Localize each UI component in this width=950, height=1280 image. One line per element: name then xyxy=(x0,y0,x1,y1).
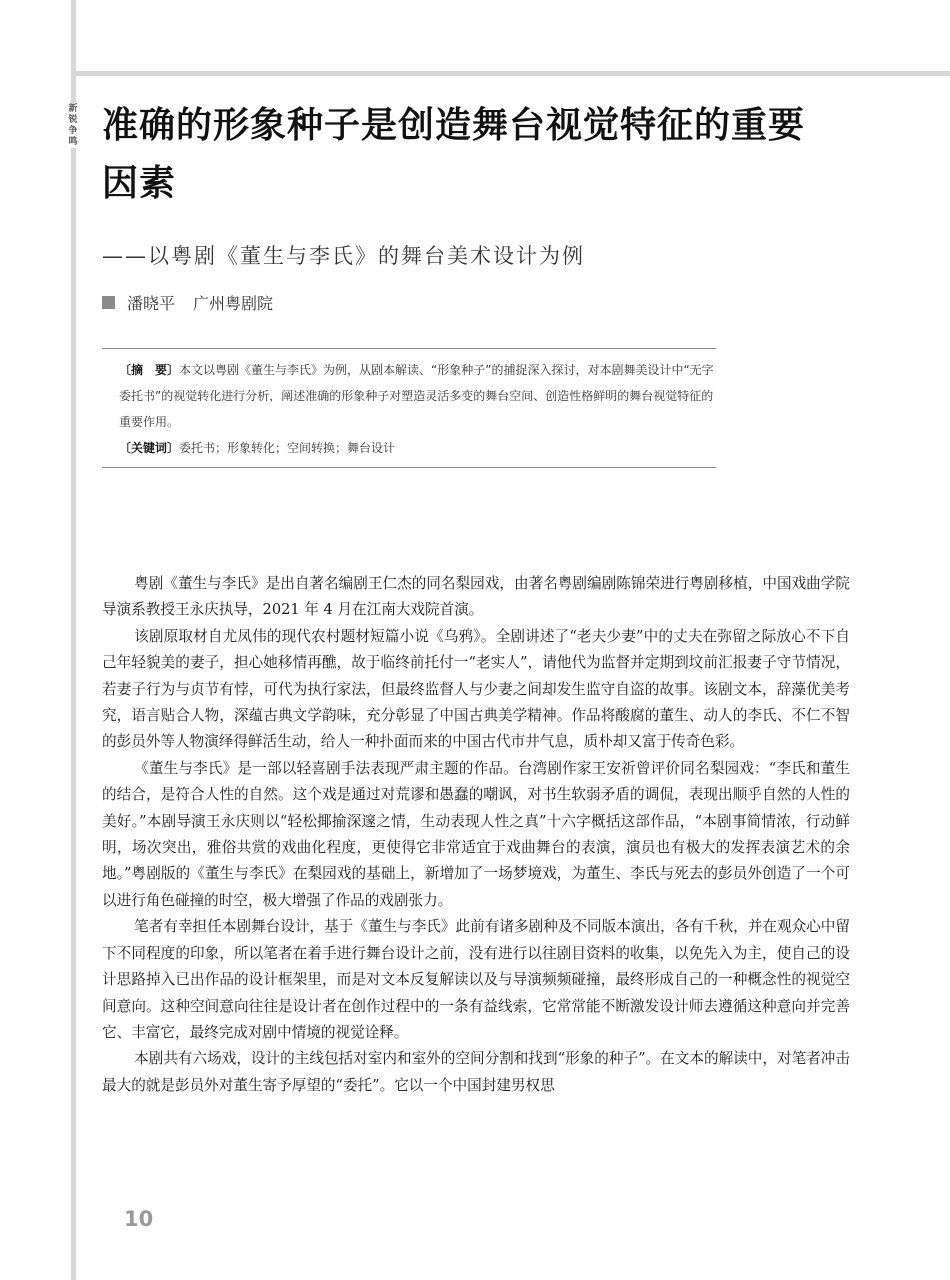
keywords-label: 〔关键词〕 xyxy=(119,441,180,455)
abstract-box xyxy=(102,348,716,468)
paragraph: 本剧共有六场戏，设计的主线包括对室内和室外的空间分割和找到“形象的种子”。在文本的解读中，对笔者冲击最大的就是彭员外对董生寄予厚望的“委托”。它以一个中国封建男权思 xyxy=(102,1050,850,1094)
paragraph: 该剧原取材自尤凤伟的现代农村题材短篇小说《乌鸦》。全剧讲述了“老夫少妻”中的丈夫在弥留之际放心不下自己年轻貌美的妻子，担心她移情再醮，故于临终前托付一“老实人”，请他代为监督并定期到坟前汇报妻子守节情况，若妻子行为与贞节有悖，可代为执行家法，但最终监督人与少妻之间却发生监守自盗的故事。该剧文本，辞藻优美考究，语言贴合人物，深蕴古典文学韵味，充分彰显了中国古典美学精神。作品将酸腐的董生、动人的李氏、不仁不智的彭员外等人物演绎得鲜活生动，给人一种扑面而来的中国古代市井气息，质朴却又富于传奇色彩。 xyxy=(102,627,850,751)
article-subtitle: ——以粤剧《董生与李氏》的舞台美术设计为例 xyxy=(102,244,585,268)
column-label: 新锐争鸣 xyxy=(66,104,80,148)
abstract xyxy=(102,357,716,435)
paragraph: 笔者有幸担任本剧舞台设计，基于《董生与李氏》此前有诸多剧种及不同版本演出，各有千秋，并在观众心中留下不同程度的印象，所以笔者在着手进行舞台设计之前，没有进行以往剧目资料的收集，以免先入为主，使自己的设计思路掉入已出作品的设计框架里，而是对文本反复解读以及与导演频频碰撞，最终形成自己的一种概念性的视觉空间意向。这种空间意向往往是设计者在创作过程中的一条有益线索，它常常能不断激发设计师去遵循这种意向并完善它、丰富它，最终完成对剧中情境的视觉诠释。 xyxy=(102,918,850,1041)
keywords-text: 委托书；形象转化；空间转换；舞台设计 xyxy=(179,441,396,455)
page-number: 10 xyxy=(124,1207,154,1231)
header-rule xyxy=(76,71,950,76)
paragraph: 粤剧《董生与李氏》是出自著名编剧王仁杰的同名梨园戏，由著名粤剧编剧陈锦荣进行粤剧移植，中国戏曲学院导演系教授王永庆执导，2021 年 4 月在江南大戏院首演。 xyxy=(102,575,850,619)
author-affiliation: 广州粤剧院 xyxy=(193,294,274,313)
square-bullet-icon xyxy=(102,296,115,309)
keywords xyxy=(102,435,716,461)
abstract-label: 〔摘 要〕 xyxy=(119,363,180,377)
article-title: 准确的形象种子是创造舞台视觉特征的重要因素 xyxy=(102,104,806,204)
author-name: 潘晓平 xyxy=(127,294,176,313)
vertical-rule xyxy=(71,0,76,1280)
paragraph: 《董生与李氏》是一部以轻喜剧手法表现严肃主题的作品。台湾剧作家王安祈曾评价同名梨园戏：“李氏和董生的结合，是符合人性的自然。这个戏是通过对荒谬和愚蠢的嘲讽，对书生软弱矛盾的调侃，表现出顺乎自然的人性的美好。”本剧导演王永庆则以“轻松揶揄深邃之情，生动表现人性之真”十六字概括这部作品，“本剧事简情浓，行动鲜明，场次突出，雅俗共赏的戏曲化程度，更使得它非常适宜于戏曲舞台的表演，演员也有极大的发挥表演艺术的余地。”粤剧版的《董生与李氏》在梨园戏的基础上，新增加了一场梦境戏，为董生、李氏与死去的彭员外创造了一个可以进行角色碰撞的时空，极大增强了作品的戏剧张力。 xyxy=(102,759,850,909)
author-line xyxy=(102,291,273,314)
article-body xyxy=(102,571,850,1099)
abstract-text: 本文以粤剧《董生与李氏》为例，从剧本解读、“形象种子”的捕捉深入探讨，对本剧舞美设计中“无字委托书”的视觉转化进行分析，阐述准确的形象种子对塑造灵活多变的舞台空间、创造性格鲜明的舞台视觉特征的重要作用。 xyxy=(119,363,714,429)
